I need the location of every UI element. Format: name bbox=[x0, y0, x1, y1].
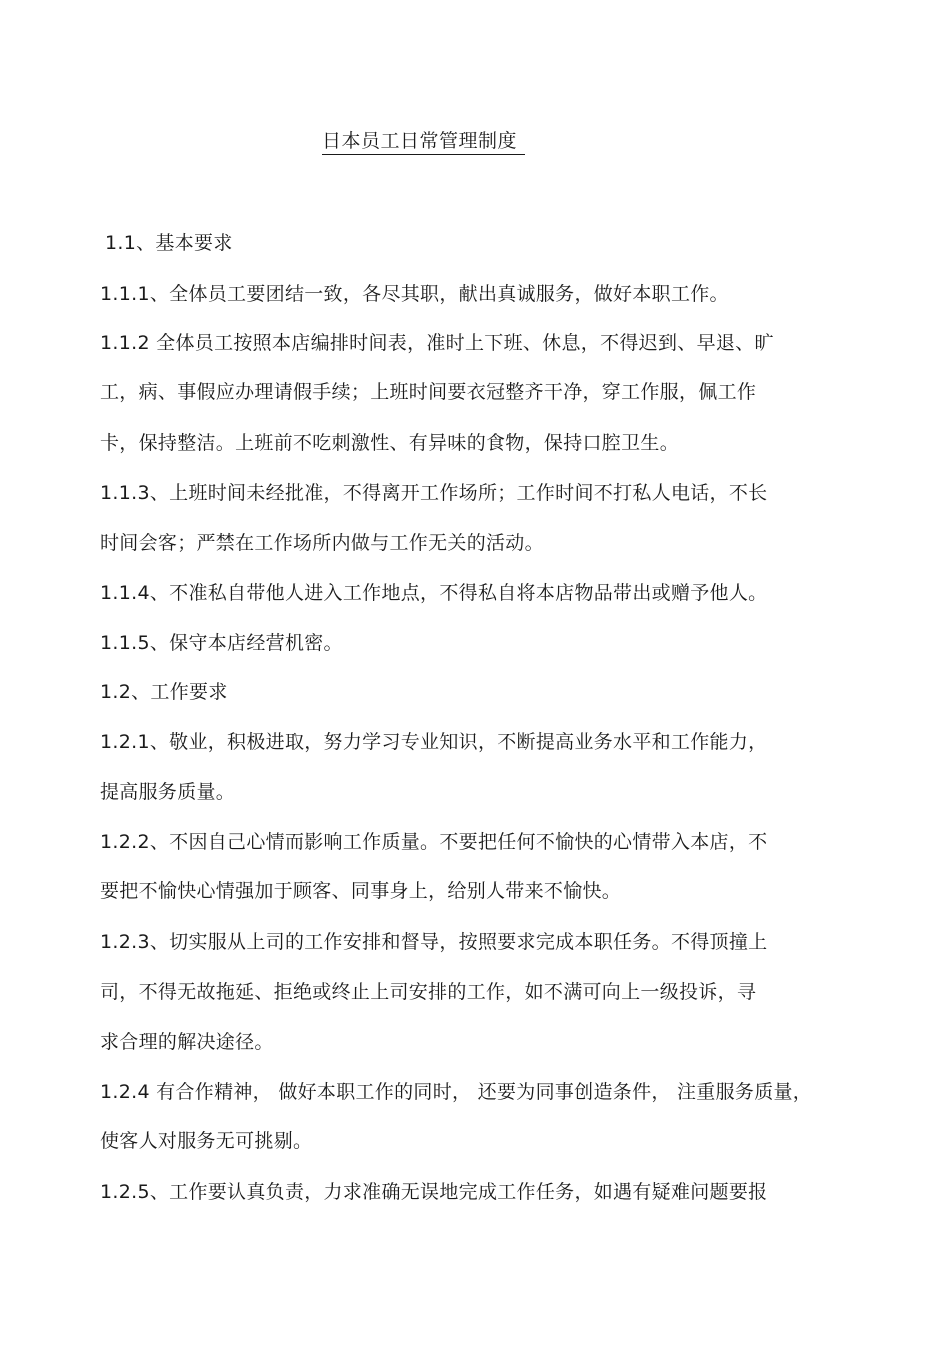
clause-1-2-4-line-1: 1.2.4 有合作精神， 做好本职工作的同时， 还要为同事创造条件， 注重服务质量， bbox=[100, 1081, 813, 1103]
clause-1-2-2-line-2: 要把不愉快心情强加于顾客、同事身上，给别人带来不愉快。 bbox=[100, 880, 622, 902]
clause-1-1-3-line-1: 1.1.3、上班时间未经批准，不得离开工作场所；工作时间不打私人电话，不长 bbox=[100, 482, 768, 504]
clause-1-2-3-line-2: 司，不得无故拖延、拒绝或终止上司安排的工作，如不满可向上一级投诉，寻 bbox=[100, 981, 757, 1003]
clause-1-1-2-line-2: 工，病、事假应办理请假手续；上班时间要衣冠整齐干净，穿工作服，佩工作 bbox=[100, 381, 757, 403]
clause-1-1-2-line-3: 卡，保持整洁。上班前不吃刺激性、有异味的食物，保持口腔卫生。 bbox=[100, 432, 680, 454]
clause-1-1-1: 1.1.1、全体员工要团结一致，各尽其职，献出真诚服务，做好本职工作。 bbox=[100, 283, 729, 305]
clause-1-1-5: 1.1.5、保守本店经营机密。 bbox=[100, 632, 343, 654]
clause-1-2-1-line-2: 提高服务质量。 bbox=[100, 781, 236, 803]
clause-1-1-4: 1.1.4、不准私自带他人进入工作地点，不得私自将本店物品带出或赠予他人。 bbox=[100, 582, 768, 604]
clause-1-2-2-line-1: 1.2.2、不因自己心情而影响工作质量。不要把任何不愉快的心情带入本店，不 bbox=[100, 831, 768, 853]
section-heading-1-1: 1.1、基本要求 bbox=[105, 232, 233, 254]
clause-1-2-3-line-3: 求合理的解决途径。 bbox=[100, 1031, 274, 1053]
clause-1-2-3-line-1: 1.2.3、切实服从上司的工作安排和督导，按照要求完成本职任务。不得顶撞上 bbox=[100, 931, 768, 953]
clause-1-2-1-line-1: 1.2.1、敬业，积极进取，努力学习专业知识，不断提高业务水平和工作能力， bbox=[100, 731, 768, 753]
section-heading-1-2: 1.2、工作要求 bbox=[100, 681, 228, 703]
document-title: 日本员工日常管理制度 bbox=[322, 128, 525, 155]
clause-1-1-2-line-1: 1.1.2 全体员工按照本店编排时间表，准时上下班、休息，不得迟到、早退、旷 bbox=[100, 332, 774, 354]
clause-1-1-3-line-2: 时间会客；严禁在工作场所内做与工作无关的活动。 bbox=[100, 532, 544, 554]
clause-1-2-4-line-2: 使客人对服务无可挑剔。 bbox=[100, 1130, 313, 1152]
clause-1-2-5-line-1: 1.2.5、工作要认真负责，力求准确无误地完成工作任务，如遇有疑难问题要报 bbox=[100, 1181, 768, 1203]
